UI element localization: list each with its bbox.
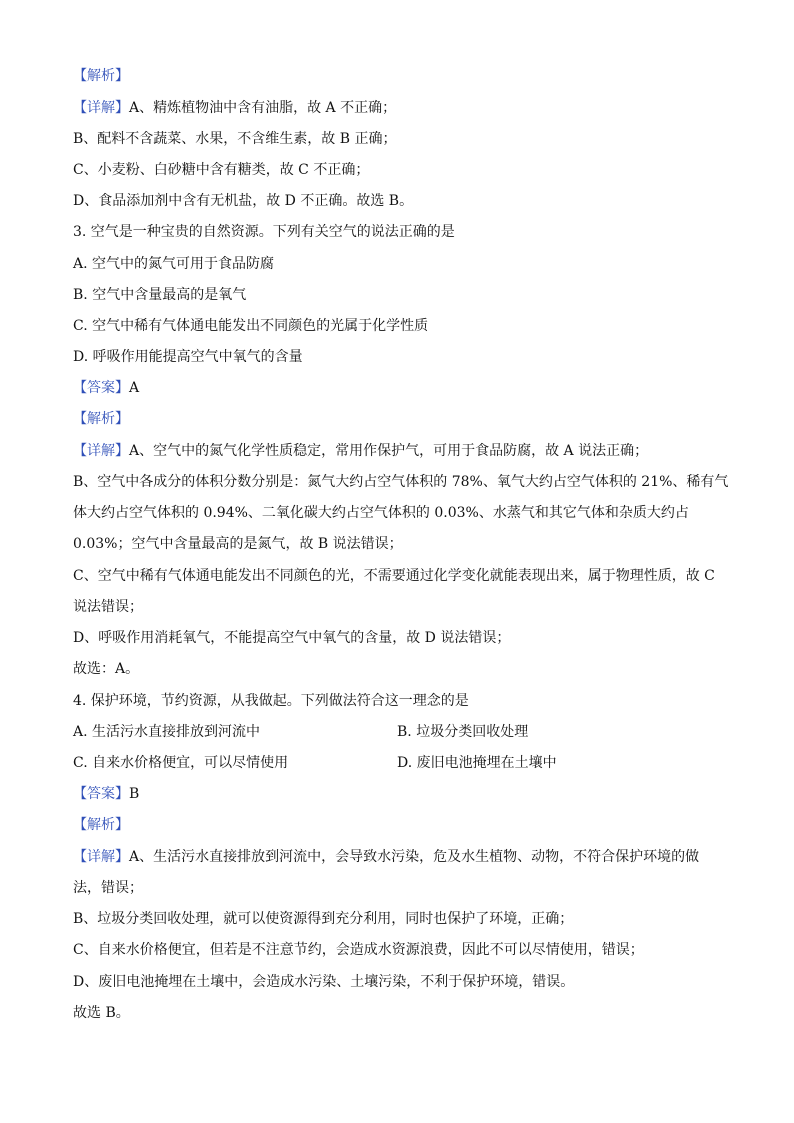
- option-a: A. 空气中的氮气可用于食品防腐: [73, 256, 275, 272]
- explanation-line: C、空气中稀有气体通电能发出不同颜色的光，不需要通过化学变化就能表现出来，属于物理性质，故 C: [73, 568, 715, 584]
- explanation-line: [73, 99, 396, 117]
- question-stem: 4. 保护环境，节约资源，从我做起。下列做法符合这一理念的是: [73, 693, 469, 709]
- explanation-line: 说法错误；: [73, 599, 143, 615]
- analysis-tag: 【解析】: [73, 817, 129, 833]
- option-c: C. 自来水价格便宜，可以尽情使用: [73, 755, 289, 771]
- option-b: B. 垃圾分类回收处理: [397, 724, 529, 740]
- answer-value: B: [129, 786, 140, 802]
- conclusion-line: 故选 B。: [73, 1005, 130, 1021]
- answer-value: A: [129, 380, 140, 396]
- explanation-text: A、空气中的氮气化学性质稳定，常用作保护气，可用于食品防腐，故 A 说法正确；: [129, 443, 649, 459]
- analysis-tag: 【解析】: [73, 411, 129, 427]
- explanation-line: B、垃圾分类回收处理，就可以使资源得到充分利用，同时也保护了环境，正确；: [73, 911, 574, 927]
- conclusion-line: 故选：A。: [73, 661, 140, 677]
- explanation-line: B、配料不含蔬菜、水果，不含维生素，故 B 正确；: [73, 131, 397, 147]
- option-b: B. 空气中含量最高的是氧气: [73, 287, 247, 303]
- explanation-line: D、食品添加剂中含有无机盐，故 D 不正确。故选 B。: [73, 193, 414, 209]
- answer-line: [73, 785, 139, 803]
- analysis-tag: 【解析】: [73, 68, 129, 84]
- option-a: A. 生活污水直接排放到河流中: [73, 724, 261, 740]
- explanation-line: D、废旧电池掩埋在土壤中，会造成水污染、土壤污染，不利于保护环境，错误。: [73, 974, 575, 990]
- explanation-text: A、生活污水直接排放到河流中，会导致水污染，危及水生植物、动物，不符合保护环境的做: [129, 849, 700, 865]
- explanation-line: 0.03%；空气中含量最高的是氮气，故 B 说法错误；: [73, 536, 403, 552]
- explanation-line: 法，错误；: [73, 880, 143, 896]
- answer-tag: 【答案】: [73, 380, 129, 396]
- detail-tag: 【详解】: [73, 849, 129, 865]
- option-d: D. 呼吸作用能提高空气中氧气的含量: [73, 349, 303, 365]
- explanation-line: B、空气中各成分的体积分数分别是：氮气大约占空气体积的 78%、氧气大约占空气体积的 21%、稀有气: [73, 474, 729, 490]
- explanation-line: D、呼吸作用消耗氧气，不能提高空气中氧气的含量，故 D 说法错误；: [73, 630, 511, 646]
- detail-tag: 【详解】: [73, 443, 129, 459]
- answer-line: [73, 379, 139, 397]
- explanation-text: A、精炼植物油中含有油脂，故 A 不正确；: [129, 100, 397, 116]
- explanation-line: [73, 442, 648, 460]
- explanation-line: C、自来水价格便宜，但若是不注意节约，会造成水资源浪费，因此不可以尽情使用，错误；: [73, 942, 644, 958]
- explanation-line: C、小麦粉、白砂糖中含有糖类，故 C 不正确；: [73, 162, 370, 178]
- detail-tag: 【详解】: [73, 100, 129, 116]
- option-d: D. 废旧电池掩埋在土壤中: [397, 755, 557, 771]
- question-stem: 3. 空气是一种宝贵的自然资源。下列有关空气的说法正确的是: [73, 224, 455, 240]
- answer-tag: 【答案】: [73, 786, 129, 802]
- explanation-line: 体大约占空气体积的 0.94%、二氧化碳大约占空气体积的 0.03%、水蒸气和其它气体和杂质大约占: [73, 505, 689, 521]
- explanation-line: [73, 848, 699, 866]
- option-c: C. 空气中稀有气体通电能发出不同颜色的光属于化学性质: [73, 318, 429, 334]
